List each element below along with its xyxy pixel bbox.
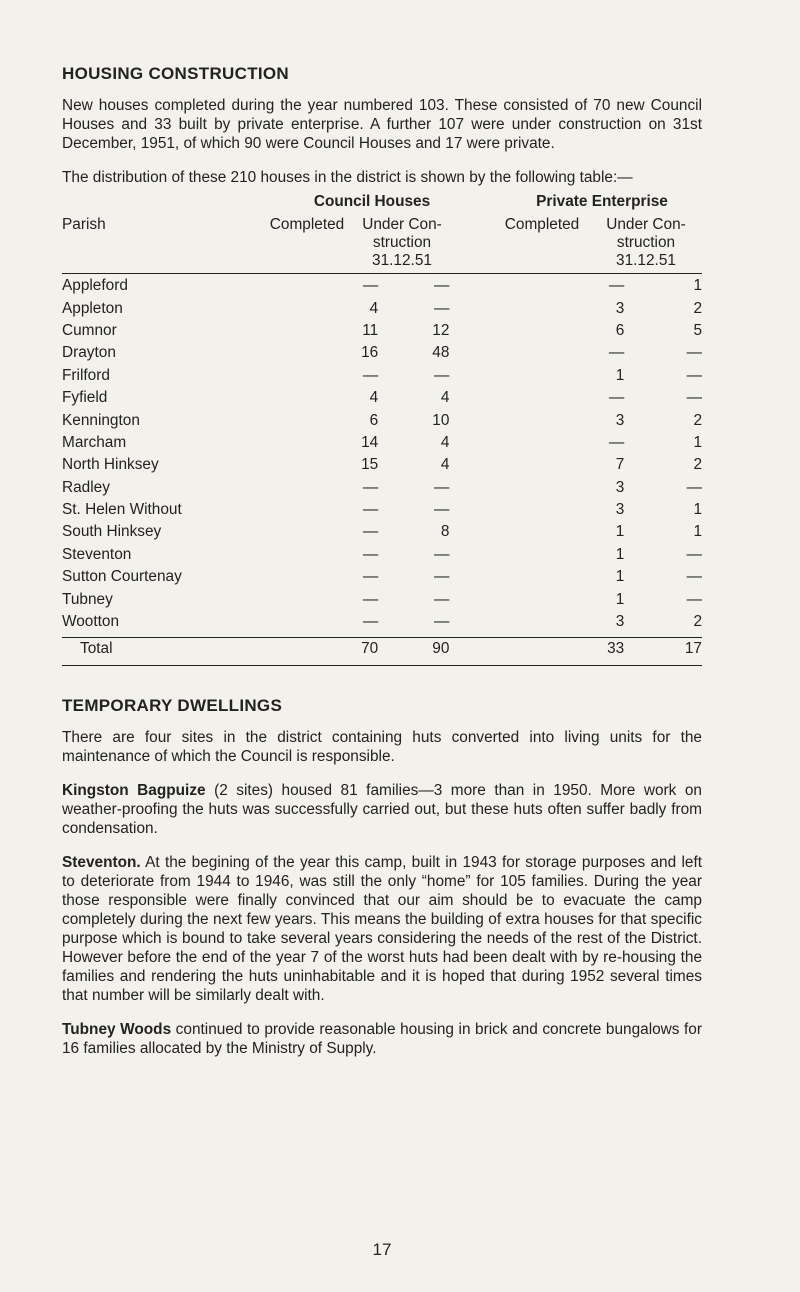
private-completed-cell: — (608, 389, 625, 407)
tubney-woods-paragraph: Tubney Woods continued to provide reasonable housing in brick and concrete bungalows for 16 families allocated by the Ministry of Supply. (62, 1020, 702, 1057)
council-under-cell: 10 (432, 411, 450, 429)
private-under-cell: 1 (693, 433, 702, 451)
temporary-dwellings-heading: TEMPORARY DWELLINGS (62, 695, 283, 715)
page-number: 17 (372, 1240, 392, 1259)
council-under-cell: — (434, 366, 450, 384)
table-row (62, 521, 702, 543)
parish-cell: Drayton (62, 344, 116, 362)
parish-cell: Kennington (62, 411, 140, 429)
parish-cell: Sutton Courtenay (62, 568, 182, 586)
council-completed-cell: — (362, 545, 379, 563)
table-row (62, 297, 702, 319)
kingston-bagpuize-paragraph: Kingston Bagpuize (2 sites) housed 81 families—3 more than in 1950. More work on weather-proofing the huts was successfully carried out, but these huts often suffer badly from condensation. (62, 781, 702, 837)
private-completed-cell: 1 (615, 568, 625, 586)
table-row (62, 365, 702, 387)
council-completed-cell: — (362, 478, 379, 496)
council-completed-cell: 4 (369, 299, 379, 317)
table-row (62, 499, 702, 521)
parish-cell: St. Helen Without (62, 501, 182, 519)
council-under-cell: — (434, 299, 450, 317)
council-completed-cell: — (362, 613, 379, 631)
private-completed-cell: — (608, 433, 625, 451)
private-completed-cell: — (608, 344, 625, 362)
private-under-cell: — (686, 568, 702, 586)
total-council-under: 90 (432, 640, 450, 658)
private-under-cell: — (686, 389, 702, 407)
private-completed-cell: 3 (615, 478, 625, 496)
parish-cell: South Hinksey (62, 523, 162, 541)
private-completed-cell: 6 (615, 321, 625, 339)
private-under-cell: — (686, 590, 702, 608)
parish-column-header: Parish (62, 216, 106, 233)
table-row (62, 544, 702, 566)
private-completed-header: Completed (504, 216, 580, 233)
council-under-cell: 12 (432, 321, 450, 339)
private-completed-cell: 3 (615, 613, 625, 631)
table-row (62, 275, 702, 297)
total-private-completed: 33 (607, 640, 625, 658)
parish-cell: Tubney (62, 590, 113, 608)
private-under-cell: 1 (693, 523, 702, 541)
steventon-paragraph: Steventon. At the begining of the year this camp, built in 1943 for storage purposes and left to deteriorate from 1944 to 1946, was still the only “home” for 105 families. During the year those responsible were finally convinced that our aim should be to evacuate the camp completely during the next few years. This means the building of extra houses for that specific purpose which is bound to take several years considering the needs of the rest of the District. However before the end of the year 7 of the worst huts had been dealt with by re-housing the families and rendering the huts uninhabitable and it is hoped that during 1952 several times that number will be similarly dealt with. (62, 853, 702, 1004)
council-completed-cell: — (362, 590, 379, 608)
table-row (62, 342, 702, 364)
council-completed-cell: — (362, 366, 379, 384)
council-completed-cell: — (362, 568, 379, 586)
document-page (62, 64, 702, 1259)
council-completed-cell: — (362, 523, 379, 541)
council-completed-cell: 15 (361, 456, 379, 474)
private-under-cell: — (686, 344, 702, 362)
council-under-cell: — (434, 501, 450, 519)
table-row (62, 454, 702, 476)
private-under-cell: 2 (693, 411, 702, 429)
parish-cell: Appleton (62, 299, 123, 317)
distribution-paragraph: The distribution of these 210 houses in the district is shown by the following table:— (62, 169, 633, 186)
council-completed-cell: 14 (361, 433, 379, 451)
private-under-cell: — (686, 545, 702, 563)
private-completed-cell: 1 (615, 523, 625, 541)
parish-cell: North Hinksey (62, 456, 159, 474)
council-completed-header: Completed (269, 216, 345, 233)
private-under-cell: 2 (693, 299, 702, 317)
council-under-construction-header: Under Con- struction 31.12.51 (362, 216, 442, 269)
council-under-cell: 8 (440, 523, 450, 541)
private-completed-cell: — (608, 277, 625, 295)
table-row (62, 320, 702, 342)
table-row (62, 588, 702, 610)
council-under-cell: — (434, 277, 450, 295)
private-under-cell: 2 (693, 613, 702, 631)
table-row (62, 409, 702, 431)
private-completed-cell: 3 (615, 299, 625, 317)
private-completed-cell: 1 (615, 545, 625, 563)
private-under-cell: — (686, 366, 702, 384)
housing-intro-paragraph: New houses completed during the year numbered 103. These consisted of 70 new Council Houses and 33 built by private enterprise. A further 107 were under construction on 31st December, 1951, of which 90 were Council Houses and 17 were private. (62, 97, 702, 152)
temporary-intro-paragraph: There are four sites in the district containing huts converted into living units for the maintenance of which the Council is responsible. (62, 728, 702, 765)
private-completed-cell: 7 (615, 456, 625, 474)
council-under-cell: 48 (432, 344, 450, 362)
private-completed-cell: 3 (615, 411, 625, 429)
table-header (62, 193, 702, 275)
parish-cell: Cumnor (62, 321, 117, 339)
parish-cell: Fyfield (62, 389, 108, 407)
private-under-cell: 1 (693, 501, 702, 519)
council-under-cell: — (434, 478, 450, 496)
total-council-completed: 70 (361, 640, 379, 658)
council-completed-cell: 11 (362, 321, 379, 339)
table-row (62, 477, 702, 499)
council-completed-cell: — (362, 501, 379, 519)
parish-cell: Frilford (62, 366, 110, 384)
table-row (62, 611, 702, 633)
private-under-cell: 5 (693, 321, 702, 339)
table-row (62, 387, 702, 409)
council-under-cell: 4 (440, 433, 450, 451)
housing-construction-heading: HOUSING CONSTRUCTION (62, 64, 289, 83)
table-header-rule (62, 273, 702, 274)
council-under-cell: — (434, 568, 450, 586)
private-completed-cell: 1 (615, 366, 625, 384)
council-completed-cell: 16 (361, 344, 379, 362)
private-under-cell: 1 (693, 277, 702, 295)
council-under-cell: — (434, 545, 450, 563)
private-under-cell: — (686, 478, 702, 496)
parish-cell: Wootton (62, 613, 120, 631)
council-completed-cell: — (362, 277, 379, 295)
total-label: Total (80, 640, 113, 658)
parish-cell: Appleford (62, 277, 128, 295)
council-completed-cell: 4 (369, 389, 379, 407)
council-completed-cell: 6 (369, 411, 379, 429)
parish-cell: Marcham (62, 433, 127, 451)
parish-cell: Steventon (62, 545, 132, 563)
total-private-under: 17 (684, 640, 702, 658)
total-row (62, 638, 702, 661)
table-row (62, 432, 702, 454)
table-row (62, 566, 702, 588)
parish-cell: Radley (62, 478, 110, 496)
private-completed-cell: 1 (615, 590, 625, 608)
housing-table (62, 275, 702, 666)
council-under-cell: 4 (440, 389, 450, 407)
council-under-cell: — (434, 613, 450, 631)
private-under-cell: 2 (693, 456, 702, 474)
private-completed-cell: 3 (615, 501, 625, 519)
private-enterprise-group-header: Private Enterprise (536, 193, 668, 210)
private-under-construction-header: Under Con- struction 31.12.51 (606, 216, 686, 269)
council-houses-group-header: Council Houses (313, 193, 431, 210)
council-under-cell: — (434, 590, 450, 608)
council-under-cell: 4 (440, 456, 450, 474)
